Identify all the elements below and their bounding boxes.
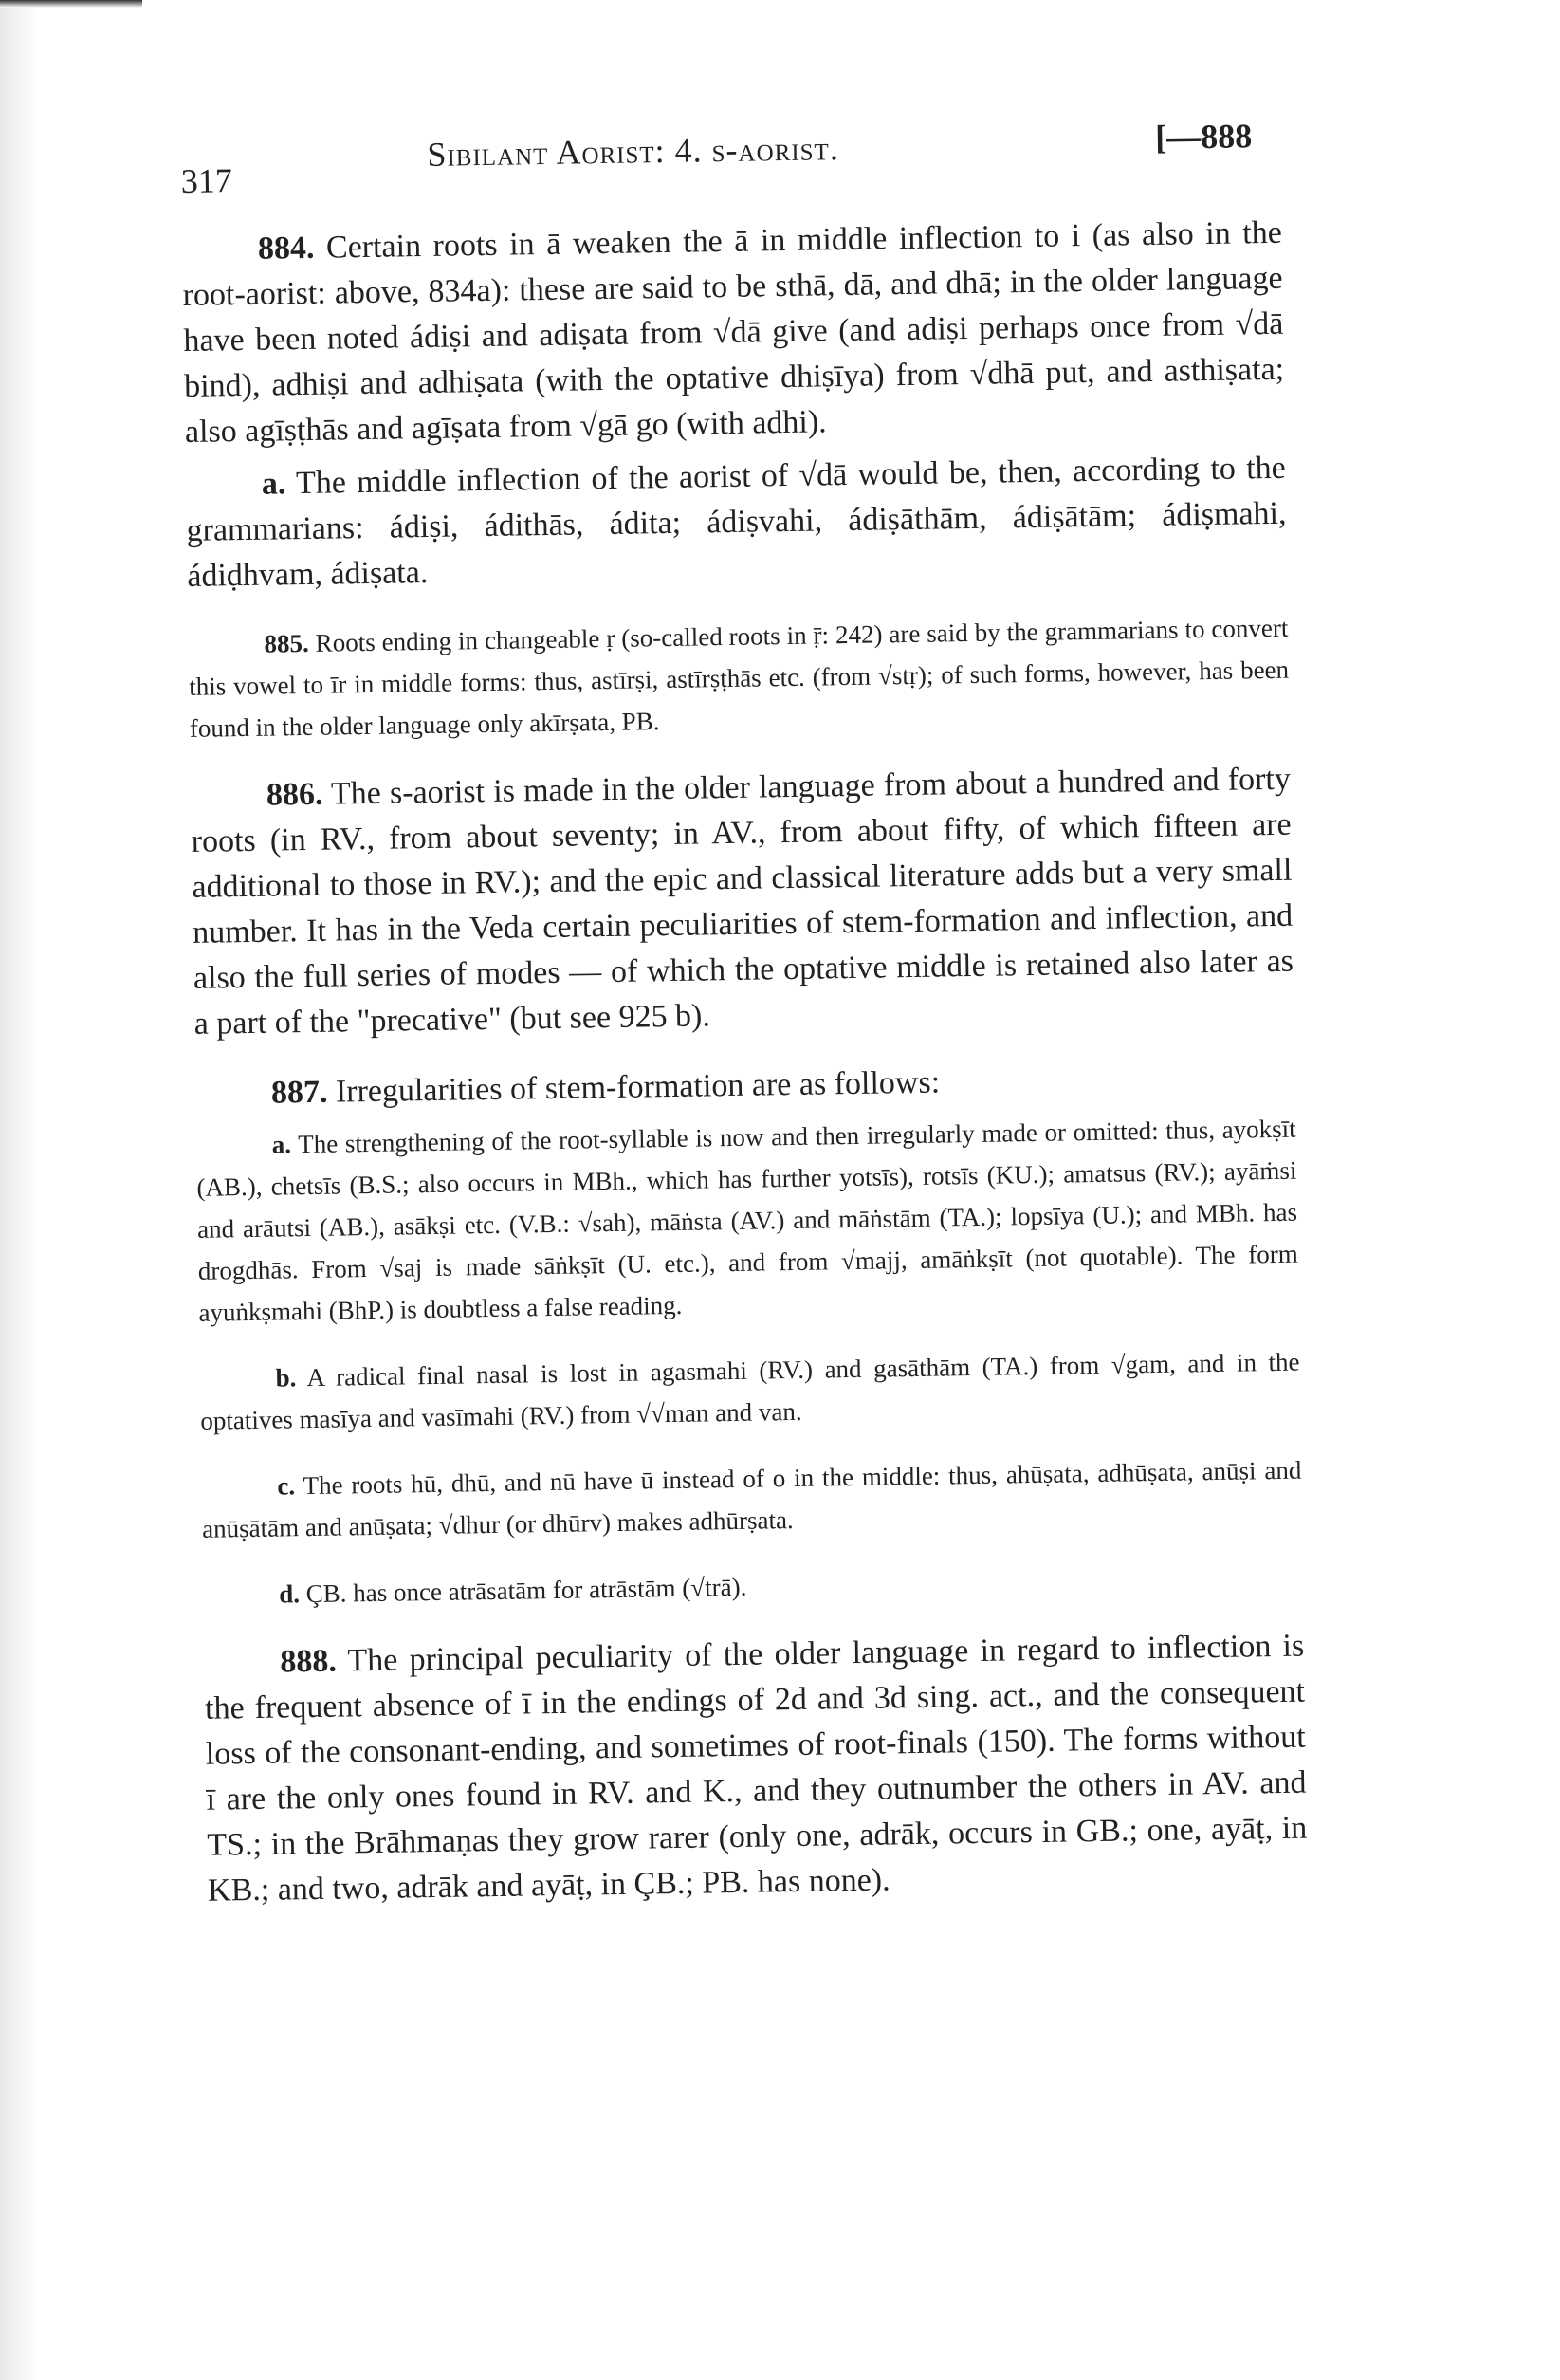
paragraph-884a <box>185 446 1287 600</box>
paragraph-885 <box>188 607 1290 749</box>
paragraph-text: The roots hū, dhū, and nū have ū instead of o in the middle: thus, ahūṣata, adhūṣata, anūṣi and anūṣātām and anūṣata; √dhur (or dhūrv) makes adhūrṣata. <box>201 1455 1302 1543</box>
scan-edge-shadow <box>0 0 38 2380</box>
paragraph-text: A radical final nasal is lost in agasmahi (RV.) and gasāthām (TA.) from √gam, and in the optatives masīya and vasīmahi (RV.) from √√man and van. <box>200 1347 1300 1435</box>
paragraph-text: Certain roots in ā weaken the ā in middle inflection to i (as also in the root-aorist: above, 834a): these are said to be sthā, dā, and dhā; in the older language have been noted ádiṣi and adiṣata from √dā give (and adiṣi perhaps once from √dā bind), adhiṣi and adhiṣata (with the optative dhiṣīya) from √dhā put, and asthiṣata; also agīṣṭhās and agīṣata from √gā go (with adhi). <box>182 214 1285 450</box>
section-reference: [—888 <box>1154 117 1253 157</box>
running-title: Sibilant Aorist: 4. s-aorist. <box>427 129 840 174</box>
paragraph-887c <box>201 1449 1302 1550</box>
section-number: 888. <box>280 1643 338 1680</box>
paragraph-887b <box>199 1341 1300 1442</box>
paragraph-887d <box>203 1558 1304 1616</box>
section-number: 886. <box>266 776 323 813</box>
paragraph-886 <box>191 757 1294 1047</box>
paragraph-text: The middle inflection of the aorist of √dā would be, then, according to the grammarians: ádiṣi, ádithās, ádita; ádiṣvahi, ádiṣāthām, ádiṣātām; ádiṣmahi, ádiḍhvam, ádiṣata. <box>186 450 1287 594</box>
subsection-letter: d. <box>278 1579 301 1609</box>
paragraph-text: The principal peculiarity of the older language in regard to inflection is the frequent absence of ī in the endings of 2d and 3d sing. act., and the consequent loss of the consonant-ending, and sometimes of root-finals (150). The forms without ī are the only ones found in RV. and K., and they outnumber the others in AV. and TS.; in the Brāhmaṇas they grow rarer (only one, adrāk, occurs in GB.; one, ayāṭ, in KB.; and two, adrāk and ayāṭ, in ÇB.; PB. has none). <box>204 1628 1308 1909</box>
subsection-letter: a. <box>261 466 286 502</box>
paragraph-884 <box>182 211 1286 455</box>
paragraph-888 <box>204 1624 1308 1914</box>
paragraph-text: The strengthening of the root-syllable is now and then irregularly made or omitted: thus, ayokṣīt (AB.), chetsīs (B.S.; also occurs in MBh., which has further yotsīs), rotsīs (KU.); amatsus (RV.); ayāṁsi and arāutsi (AB.), asākṣi etc. (V.B.: √sah), māṅsta (AV.) and māṅstām (TA.); lopsīya (U.); and MBh. has drogdhās. From √saj is made sāṅkṣīt (U. etc.), and from √majj, amāṅkṣīt (not quotable). The form ayuṅkṣmahi (BhP.) is doubtless a false reading. <box>196 1114 1298 1327</box>
section-number: 884. <box>257 230 315 267</box>
paragraph-887 <box>195 1055 1296 1117</box>
paragraph-text: Irregularities of stem-formation are as follows: <box>335 1064 941 1110</box>
scan-top-mark <box>0 0 142 8</box>
subsection-letter: a. <box>271 1130 292 1159</box>
page-header <box>180 116 1281 200</box>
section-number: 887. <box>270 1074 328 1111</box>
paragraph-text: Roots ending in changeable ṛ (so-called roots in ṝ: 242) are said by the grammarians to convert this vowel to īr in middle forms: thus, astīrṣi, astīrṣṭhās etc. (from √stṛ); of such forms, however, has been found in the older language only akīrṣata, PB. <box>188 613 1290 743</box>
subsection-letter: b. <box>275 1363 297 1393</box>
section-number: 885. <box>264 628 309 658</box>
paragraph-text: ÇB. has once atrāsatām for atrāstām (√trā). <box>305 1572 747 1609</box>
paragraph-887a <box>195 1108 1298 1334</box>
book-page <box>180 116 1308 1914</box>
paragraph-text: The s-aorist is made in the older language from about a hundred and forty roots (in RV., from about seventy; in AV., from about fifty, of which fifteen are additional to those in RV.); and the epic and classical literature adds but a very small number. It has in the Veda certain peculiarities of stem-formation and inflection, and also the full series of modes — of which the optative middle is retained also later as a part of the "precative" (but see 925 b). <box>191 761 1294 1042</box>
page-number: 317 <box>180 161 233 200</box>
subsection-letter: c. <box>277 1471 296 1501</box>
